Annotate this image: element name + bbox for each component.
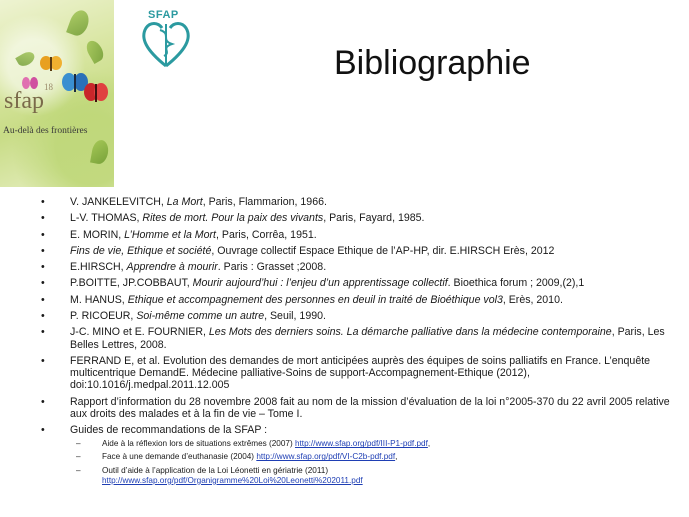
butterfly-icon <box>40 55 62 73</box>
list-item: • P.BOITTE, JP.COBBAUT, Mourir aujourd’hui : l’enjeu d’un apprentissage collectif. Bioethica forum ; 2009,(2),1 <box>38 277 678 289</box>
conference-banner <box>0 0 114 187</box>
list-item-guides <box>38 424 678 486</box>
guides-heading: Guides de recommandations de la SFAP : <box>70 424 268 437</box>
guide-item: – Outil d’aide à l’application de la Loi Léonetti en gériatrie (2011) http://www.sfap.org/pdf/Organigramme%20Loi%20Leonetti%202011.pdf <box>72 466 678 486</box>
brand-wordmark: sfap <box>4 88 44 114</box>
guide-item: – Face à une demande d’euthanasie (2004) http://www.sfap.org/pdf/VI-C2b-pdf.pdf, <box>72 452 678 462</box>
slide-title: Bibliographie <box>334 44 531 82</box>
leaf-decoration <box>90 139 110 165</box>
leaf-decoration <box>83 38 106 64</box>
list-item: • L-V. THOMAS, Rites de mort. Pour la paix des vivants, Paris, Fayard, 1985. <box>38 212 678 224</box>
list-item: • J-C. MINO et E. FOURNIER, Les Mots des derniers soins. La démarche palliative dans la médecine contemporaine, Paris, Les Belles Lettres, 2008. <box>38 326 678 350</box>
logo-wordmark: SFAP <box>148 9 179 21</box>
guide-link[interactable]: http://www.sfap.org/pdf/III-P1-pdf.pdf <box>294 439 428 449</box>
guide-link[interactable]: http://www.sfap.org/pdf/Organigramme%20Loi%20Leonetti%202011.pdf <box>102 475 363 485</box>
sfap-logo <box>134 6 198 70</box>
bibliography-list <box>38 196 678 489</box>
guide-link[interactable]: http://www.sfap.org/pdf/VI-C2b-pdf.pdf <box>256 452 396 462</box>
guides-sublist <box>72 439 678 486</box>
list-item: • FERRAND E, et al. Evolution des demandes de mort anticipées auprès des équipes de soins palliatifs en France. L’enquête multicentrique DemandE. Médecine palliative-Soins de support-Accompagnement-Ethique (2012), doi:10.1016/j.medpal.2011.12.005 <box>38 355 678 392</box>
banner-tagline: Au-delà des frontières <box>3 126 88 136</box>
list-item: • Fins de vie, Ethique et société, Ouvrage collectif Espace Ethique de l’AP-HP, dir. E.HIRSCH Erès, 2012 <box>38 245 678 257</box>
list-item: • M. HANUS, Ethique et accompagnement des personnes en deuil in traité de Bioéthique vol3, Erès, 2010. <box>38 294 678 306</box>
leaf-decoration <box>66 8 92 39</box>
leaf-decoration <box>15 49 37 68</box>
guide-item: – Aide à la réflexion lors de situations extrêmes (2007) http://www.sfap.org/pdf/III-P1-pdf.pdf, <box>72 439 678 449</box>
list-item: • P. RICOEUR, Soi-même comme un autre, Seuil, 1990. <box>38 310 678 322</box>
list-item: • V. JANKELEVITCH, La Mort, Paris, Flammarion, 1966. <box>38 196 678 208</box>
list-item: • Rapport d’information du 28 novembre 2008 fait au nom de la mission d’évaluation de la loi n°2005-370 du 22 avril 2005 relative aux droits des malades et à la fin de vie – Tome I. <box>38 396 678 420</box>
list-item: • E.HIRSCH, Apprendre à mourir. Paris : Grasset ;2008. <box>38 261 678 273</box>
list-item: • E. MORIN, L’Homme et la Mort, Paris, Corrêa, 1951. <box>38 229 678 241</box>
caduceus-heart-icon <box>134 6 198 70</box>
edition-number: 18 <box>44 82 53 92</box>
butterfly-icon <box>84 82 108 104</box>
